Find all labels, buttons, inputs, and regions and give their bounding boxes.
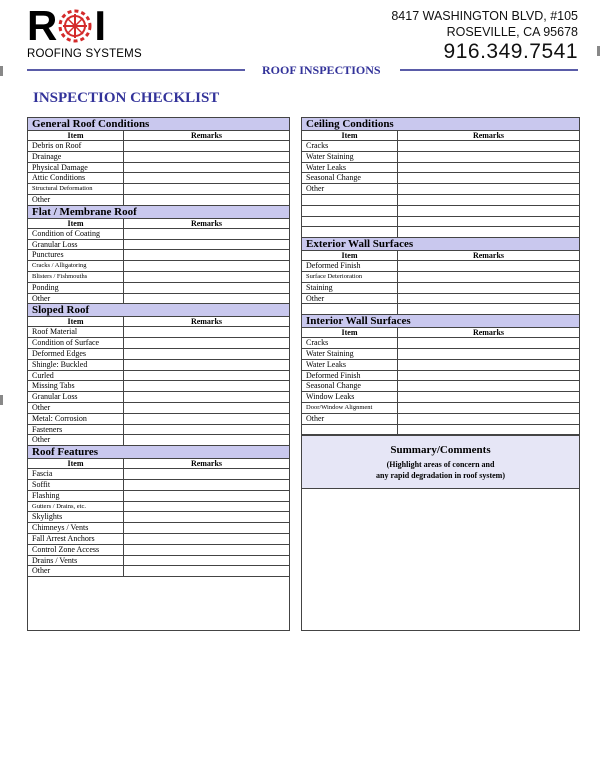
remarks-cell[interactable] [124, 523, 289, 533]
item-cell [302, 425, 398, 435]
item-cell [302, 195, 398, 205]
group-sloped-roof [28, 304, 289, 446]
remarks-cell[interactable] [398, 152, 579, 162]
summary-instructions-line1: (Highlight areas of concern and [386, 460, 495, 470]
table-row [28, 250, 289, 261]
table-row [302, 206, 579, 217]
item-cell: Window Leaks [302, 392, 398, 402]
item-cell: Water Leaks [302, 163, 398, 173]
group-exterior-wall-surfaces [302, 238, 579, 315]
remarks-cell[interactable] [398, 414, 579, 424]
logo-letter-i: I [94, 2, 106, 49]
remarks-column-header: Remarks [472, 328, 505, 338]
remarks-cell[interactable] [124, 371, 289, 381]
table-row [28, 272, 289, 283]
table-row [302, 360, 579, 371]
item-cell: Water Staining [302, 152, 398, 162]
company-logo [27, 2, 147, 64]
remarks-column-header: Remarks [190, 131, 223, 140]
table-row [28, 240, 289, 251]
item-cell: Other [28, 403, 124, 413]
table-row [28, 195, 289, 206]
column-header-row [302, 328, 579, 338]
remarks-cell[interactable] [398, 141, 579, 151]
item-column-header: Item [28, 131, 124, 140]
group-flat-membrane-roof [28, 206, 289, 305]
table-row [302, 217, 579, 228]
logo-subtitle: ROOFING SYSTEMS [27, 48, 142, 60]
group-title: General Roof Conditions [28, 118, 289, 131]
table-row [28, 261, 289, 272]
table-row [28, 566, 289, 577]
remarks-cell[interactable] [124, 152, 289, 162]
table-row [28, 534, 289, 545]
table-row [28, 229, 289, 240]
item-cell: Chimneys / Vents [28, 523, 124, 533]
table-row [302, 283, 579, 294]
table-row [302, 381, 579, 392]
column-header-row [28, 317, 289, 327]
table-row [28, 469, 289, 480]
column-header-row [302, 131, 579, 141]
table-row [28, 327, 289, 338]
column-header-row [28, 459, 289, 469]
remarks-cell[interactable] [124, 327, 289, 337]
table-row [302, 227, 579, 238]
company-address [391, 8, 578, 64]
remarks-cell[interactable] [124, 294, 289, 304]
item-cell: Cracks / Alligatoring [28, 261, 124, 271]
table-row [302, 261, 579, 272]
checklist-title: INSPECTION CHECKLIST [33, 90, 220, 106]
remarks-cell[interactable] [398, 217, 579, 227]
header-rule-left [27, 69, 245, 71]
remarks-cell[interactable] [124, 491, 289, 501]
table-row [28, 381, 289, 392]
summary-title: Summary/Comments [390, 444, 491, 457]
remarks-column-header: Remarks [190, 218, 223, 228]
item-cell [302, 304, 398, 314]
item-cell [302, 227, 398, 237]
item-cell: Fascia [28, 469, 124, 479]
table-row [302, 184, 579, 195]
table-row [302, 403, 579, 414]
table-row [28, 371, 289, 382]
table-row [302, 141, 579, 152]
table-row [28, 403, 289, 414]
table-row [28, 523, 289, 534]
address-line2: ROSEVILLE, CA 95678 [446, 25, 578, 39]
item-column-header: Item [28, 219, 124, 228]
item-cell: Metal: Corrosion [28, 414, 124, 424]
right-checklist-panel [301, 117, 580, 631]
remarks-cell[interactable] [124, 534, 289, 544]
remarks-cell[interactable] [124, 502, 289, 512]
remarks-cell[interactable] [124, 283, 289, 293]
item-cell: Control Zone Access [28, 545, 124, 555]
item-cell: Ponding [28, 283, 124, 293]
edge-mark [0, 66, 3, 76]
table-row [28, 338, 289, 349]
item-cell [302, 217, 398, 227]
table-row [28, 294, 289, 305]
remarks-cell[interactable] [398, 403, 579, 413]
group-title: Interior Wall Surfaces [302, 315, 579, 328]
table-row [302, 173, 579, 184]
item-column-header: Item [302, 251, 398, 260]
table-row [302, 349, 579, 360]
table-row [302, 195, 579, 206]
phone-number: 916.349.7541 [443, 40, 578, 63]
remarks-cell[interactable] [124, 240, 289, 250]
item-cell: Flashing [28, 491, 124, 501]
item-cell: Other [302, 294, 398, 304]
remarks-cell[interactable] [124, 566, 289, 576]
remarks-cell[interactable] [398, 227, 579, 237]
item-cell: Other [302, 414, 398, 424]
section-title: ROOF INSPECTIONS [262, 63, 381, 77]
item-cell: Deformed Finish [302, 261, 398, 271]
remarks-cell[interactable] [398, 294, 579, 304]
table-row [28, 545, 289, 556]
table-row [302, 371, 579, 382]
column-header-row [28, 219, 289, 229]
item-cell: Gutters / Drains, etc. [28, 502, 124, 512]
logo-mark [27, 2, 147, 49]
address-line1: 8417 WASHINGTON BLVD, #105 [391, 9, 578, 23]
item-cell: Door/Window Alignment [302, 403, 398, 413]
item-cell: Physical Damage [28, 163, 124, 173]
item-cell [302, 206, 398, 216]
item-cell: Staining [302, 283, 398, 293]
remarks-cell[interactable] [398, 195, 579, 205]
remarks-cell[interactable] [398, 338, 579, 348]
item-cell: Cracks [302, 141, 398, 151]
item-cell: Other [28, 435, 124, 445]
table-row [302, 272, 579, 283]
table-row [28, 184, 289, 195]
item-cell: Roof Material [28, 327, 124, 337]
item-cell: Seasonal Change [302, 173, 398, 183]
remarks-cell[interactable] [124, 338, 289, 348]
item-cell: Water Leaks [302, 360, 398, 370]
item-cell: Attic Conditions [28, 173, 124, 183]
remarks-cell[interactable] [124, 261, 289, 271]
remarks-cell[interactable] [124, 349, 289, 359]
remarks-column-header: Remarks [472, 251, 505, 261]
table-row [28, 425, 289, 436]
group-title: Roof Features [28, 446, 289, 459]
remarks-cell[interactable] [398, 349, 579, 359]
remarks-cell[interactable] [398, 360, 579, 370]
item-cell: Curled [28, 371, 124, 381]
group-roof-features [28, 446, 289, 577]
item-column-header: Item [28, 317, 124, 326]
table-row [302, 304, 579, 315]
item-column-header: Item [28, 459, 124, 468]
item-cell: Deformed Finish [302, 371, 398, 381]
remarks-cell[interactable] [124, 435, 289, 445]
remarks-cell[interactable] [398, 392, 579, 402]
remarks-cell[interactable] [398, 283, 579, 293]
table-row [302, 414, 579, 425]
table-row [28, 556, 289, 567]
item-cell: Fasteners [28, 425, 124, 435]
remarks-cell[interactable] [124, 425, 289, 435]
item-cell: Granular Loss [28, 392, 124, 402]
item-cell: Other [28, 294, 124, 304]
remarks-cell[interactable] [124, 414, 289, 424]
item-cell: Shingle: Buckled [28, 360, 124, 370]
table-row [28, 141, 289, 152]
remarks-column-header: Remarks [190, 317, 223, 327]
item-cell: Condition of Surface [28, 338, 124, 348]
table-row [302, 163, 579, 174]
item-cell: Condition of Coating [28, 229, 124, 239]
table-row [302, 425, 579, 436]
item-cell: Punctures [28, 250, 124, 260]
remarks-cell[interactable] [398, 206, 579, 216]
remarks-cell[interactable] [124, 381, 289, 391]
table-row [28, 349, 289, 360]
table-row [302, 294, 579, 305]
item-cell: Skylights [28, 512, 124, 522]
item-cell: Missing Tabs [28, 381, 124, 391]
remarks-cell[interactable] [124, 545, 289, 555]
group-title: Flat / Membrane Roof [28, 206, 289, 219]
remarks-cell[interactable] [124, 250, 289, 260]
remarks-cell[interactable] [124, 512, 289, 522]
logo-letter-r: R [27, 2, 57, 49]
remarks-cell[interactable] [124, 480, 289, 490]
item-cell: Drains / Vents [28, 556, 124, 566]
item-cell: Structural Deformation [28, 184, 124, 194]
table-row [28, 360, 289, 371]
remarks-cell[interactable] [124, 195, 289, 205]
item-cell: Granular Loss [28, 240, 124, 250]
remarks-column-header: Remarks [190, 459, 223, 469]
remarks-cell[interactable] [398, 184, 579, 194]
left-checklist-panel [27, 117, 290, 631]
remarks-cell[interactable] [398, 163, 579, 173]
item-cell: Soffit [28, 480, 124, 490]
group-ceiling-conditions [302, 118, 579, 238]
item-cell: Seasonal Change [302, 381, 398, 391]
table-row [28, 480, 289, 491]
remarks-cell[interactable] [124, 229, 289, 239]
column-header-row [302, 251, 579, 261]
table-row [28, 512, 289, 523]
item-cell: Fall Arrest Anchors [28, 534, 124, 544]
remarks-column-header: Remarks [472, 131, 505, 140]
group-title: Ceiling Conditions [302, 118, 579, 131]
table-row [28, 392, 289, 403]
table-row [28, 502, 289, 513]
edge-mark [0, 395, 3, 405]
remarks-cell[interactable] [124, 360, 289, 370]
remarks-cell[interactable] [398, 381, 579, 391]
remarks-cell[interactable] [124, 272, 289, 282]
remarks-cell[interactable] [124, 163, 289, 173]
table-row [28, 163, 289, 174]
remarks-cell[interactable] [398, 272, 579, 282]
group-title: Sloped Roof [28, 304, 289, 317]
remarks-cell[interactable] [124, 392, 289, 402]
header-rule-right [400, 69, 578, 71]
remarks-cell[interactable] [398, 371, 579, 381]
remarks-cell[interactable] [124, 556, 289, 566]
remarks-cell[interactable] [398, 173, 579, 183]
table-row [302, 392, 579, 403]
item-cell: Debris on Roof [28, 141, 124, 151]
remarks-cell[interactable] [124, 184, 289, 194]
remarks-cell[interactable] [398, 425, 579, 435]
table-row [28, 435, 289, 446]
item-cell: Other [28, 195, 124, 205]
summary-section [302, 435, 579, 489]
item-cell: Other [28, 566, 124, 576]
remarks-cell[interactable] [124, 173, 289, 183]
table-row [28, 414, 289, 425]
item-cell: Surface Deterioration [302, 272, 398, 282]
table-row [302, 338, 579, 349]
column-header-row [28, 131, 289, 141]
item-column-header: Item [302, 131, 398, 140]
remarks-cell[interactable] [124, 141, 289, 151]
item-cell: Water Staining [302, 349, 398, 359]
remarks-cell[interactable] [124, 403, 289, 413]
table-row [28, 173, 289, 184]
group-general-roof-conditions [28, 118, 289, 206]
item-cell: Other [302, 184, 398, 194]
table-row [302, 152, 579, 163]
item-cell: Deformed Edges [28, 349, 124, 359]
group-title: Exterior Wall Surfaces [302, 238, 579, 251]
summary-comments-area[interactable] [302, 489, 579, 629]
table-row [28, 283, 289, 294]
group-interior-wall-surfaces [302, 315, 579, 435]
item-cell: Drainage [28, 152, 124, 162]
remarks-cell[interactable] [398, 261, 579, 271]
item-cell: Cracks [302, 338, 398, 348]
table-row [28, 491, 289, 502]
logo-gear-icon [58, 9, 92, 43]
table-row [28, 152, 289, 163]
item-cell: Blisters / Fishmouths [28, 272, 124, 282]
remarks-cell[interactable] [398, 304, 579, 314]
remarks-cell[interactable] [124, 469, 289, 479]
item-column-header: Item [302, 328, 398, 337]
summary-instructions-line2: any rapid degradation in roof system) [376, 471, 505, 481]
